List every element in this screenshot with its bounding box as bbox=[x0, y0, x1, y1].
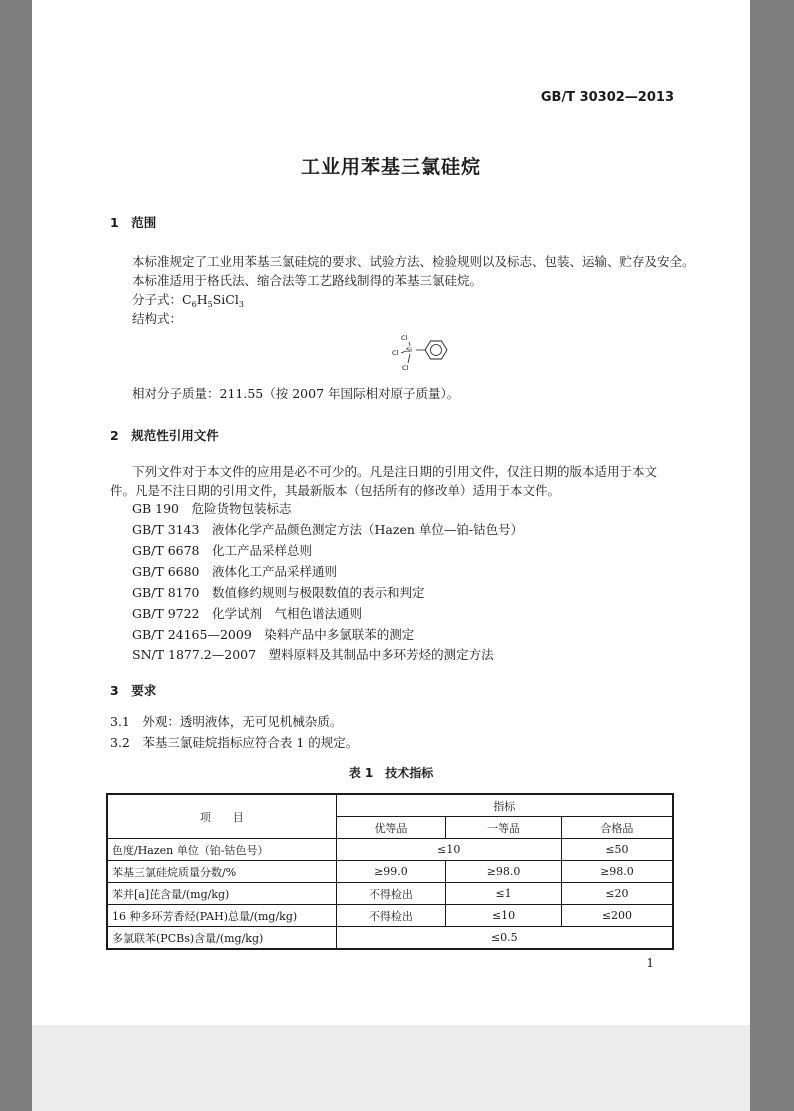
reference-item bbox=[132, 646, 494, 664]
references-intro-line-1: 下列文件对于本文件的应用是必不可少的。凡是注日期的引用文件，仅注日期的版本适用于本文 bbox=[132, 464, 658, 479]
reference-item bbox=[132, 521, 523, 539]
reference-code: GB/T 9722 bbox=[132, 606, 200, 621]
row-value-superior: ≥99.0 bbox=[336, 861, 446, 883]
row-value-first: ≤1 bbox=[446, 883, 562, 905]
reference-title: 化学试剂 气相色谱法通则 bbox=[212, 606, 363, 621]
header-item: 项 目 bbox=[107, 794, 336, 839]
table-row bbox=[107, 861, 673, 883]
reference-code: GB/T 8170 bbox=[132, 585, 200, 600]
reference-code: GB/T 24165—2009 bbox=[132, 627, 252, 642]
scope-paragraph-2: 本标准适用于格氏法、缩合法等工艺路线制得的苯基三氯硅烷。 bbox=[132, 273, 483, 288]
row-value-superior: 不得检出 bbox=[336, 905, 446, 927]
reference-title: 塑料原料及其制品中多环芳烃的测定方法 bbox=[268, 647, 494, 662]
structure-cl-bottom: Cl bbox=[402, 364, 409, 372]
reference-item bbox=[132, 584, 425, 602]
references-intro-line-2: 件。凡是不注日期的引用文件，其最新版本（包括所有的修改单）适用于本文件。 bbox=[110, 483, 561, 498]
row-item: 16 种多环芳香烃(PAH)总量/(mg/kg) bbox=[107, 905, 336, 927]
reference-item bbox=[132, 563, 337, 581]
reference-code: GB/T 3143 bbox=[132, 522, 200, 537]
structure-label: 结构式： bbox=[132, 311, 183, 326]
row-item: 色度/Hazen 单位（铂-钴色号） bbox=[107, 839, 336, 861]
reference-item bbox=[132, 500, 292, 518]
page-bottom-margin bbox=[32, 1025, 750, 1111]
row-item: 苯并[a]芘含量/(mg/kg) bbox=[107, 883, 336, 905]
benzene-ring bbox=[425, 341, 447, 359]
structure-cl-left: Cl bbox=[392, 349, 399, 357]
structure-cl-top: Cl bbox=[401, 334, 408, 342]
table-title: 表 1 技术指标 bbox=[348, 766, 434, 780]
molecular-formula: 分子式：$C_6H_5SiCl_3$ bbox=[132, 292, 244, 309]
row-value-qualified: ≤200 bbox=[561, 905, 673, 927]
row-value-merged: ≤0.5 bbox=[336, 927, 673, 950]
molar-mass: 相对分子质量：211.55（按 2007 年国际相对原子质量）。 bbox=[132, 386, 460, 401]
document-page bbox=[32, 0, 750, 1025]
reference-code: SN/T 1877.2—2007 bbox=[132, 647, 257, 662]
structural-formula bbox=[392, 330, 472, 374]
technical-specification-table bbox=[106, 793, 674, 950]
row-value-merged: ≤10 bbox=[336, 839, 561, 861]
reference-title: 液体化学产品颜色测定方法（Hazen 单位—铂-钴色号） bbox=[212, 522, 524, 537]
structure-si: Si bbox=[406, 346, 412, 354]
header-grade-qualified: 合格品 bbox=[561, 817, 673, 839]
section-3-heading: 3 要求 bbox=[110, 683, 157, 698]
formula-label: 分子式： bbox=[132, 292, 183, 307]
table-header-row bbox=[107, 794, 673, 817]
row-value-qualified: ≥98.0 bbox=[561, 861, 673, 883]
header-grade-first: 一等品 bbox=[446, 817, 562, 839]
reference-item bbox=[132, 626, 414, 644]
standard-number: GB/T 30302—2013 bbox=[540, 90, 674, 105]
reference-code: GB 190 bbox=[132, 501, 180, 516]
page-number: 1 bbox=[646, 956, 654, 970]
section-2-heading: 2 规范性引用文件 bbox=[110, 428, 219, 443]
reference-title: 染料产品中多氯联苯的测定 bbox=[264, 627, 415, 642]
table-row bbox=[107, 905, 673, 927]
header-index: 指标 bbox=[336, 794, 673, 817]
row-value-qualified: ≤50 bbox=[561, 839, 673, 861]
scope-paragraph-1: 本标准规定了工业用苯基三氯硅烷的要求、试验方法、检验规则以及标志、包装、运输、贮存及安全。 bbox=[132, 254, 695, 269]
document-title: 工业用苯基三氯硅烷 bbox=[300, 156, 481, 178]
row-item: 苯基三氯硅烷质量分数/% bbox=[107, 861, 336, 883]
reference-code: GB/T 6680 bbox=[132, 564, 200, 579]
reference-title: 数值修约规则与极限数值的表示和判定 bbox=[212, 585, 425, 600]
requirement-3-2: 3.2 苯基三氯硅烷指标应符合表 1 的规定。 bbox=[110, 735, 359, 750]
row-value-superior: 不得检出 bbox=[336, 883, 446, 905]
reference-item bbox=[132, 605, 362, 623]
table-row bbox=[107, 883, 673, 905]
row-item: 多氯联苯(PCBs)含量/(mg/kg) bbox=[107, 927, 336, 950]
reference-title: 液体化工产品采样通则 bbox=[212, 564, 338, 579]
row-value-qualified: ≤20 bbox=[561, 883, 673, 905]
requirement-3-1: 3.1 外观：透明液体，无可见机械杂质。 bbox=[110, 714, 343, 729]
header-grade-superior: 优等品 bbox=[336, 817, 446, 839]
reference-title: 危险货物包装标志 bbox=[191, 501, 292, 516]
table-row bbox=[107, 927, 673, 950]
reference-code: GB/T 6678 bbox=[132, 543, 200, 558]
reference-item bbox=[132, 542, 312, 560]
row-value-first: ≥98.0 bbox=[446, 861, 562, 883]
reference-title: 化工产品采样总则 bbox=[212, 543, 313, 558]
row-value-first: ≤10 bbox=[446, 905, 562, 927]
section-1-heading: 1 范围 bbox=[110, 215, 157, 230]
table-row bbox=[107, 839, 673, 861]
